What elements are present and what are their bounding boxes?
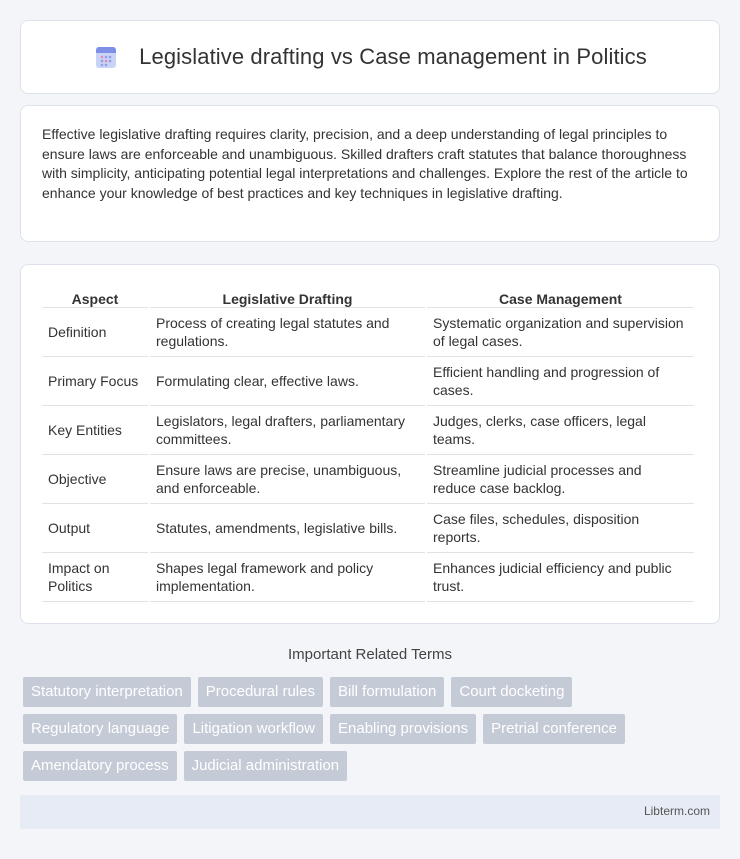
related-terms-list [23,677,723,781]
cell-aspect: Output [42,504,148,553]
cell-case: Efficient handling and progression of cases. [427,357,694,406]
tag-bill-formulation[interactable]: Bill formulation [330,677,444,707]
title-wrap [21,21,719,93]
table-row [42,406,694,455]
header-card [20,20,720,94]
table-row [42,455,694,504]
footer [20,795,720,829]
cell-legislative: Legislators, legal drafters, parliamentary committees. [150,406,425,455]
tag-amendatory-process[interactable]: Amendatory process [23,751,177,781]
cell-aspect: Key Entities [42,406,148,455]
column-header-case-management: Case Management [427,286,694,308]
cell-legislative: Process of creating legal statutes and regulations. [150,308,425,357]
cell-aspect: Impact on Politics [42,553,148,602]
table-row [42,357,694,406]
cell-case: Systematic organization and supervision of legal cases. [427,308,694,357]
cell-case: Case files, schedules, disposition reports. [427,504,694,553]
tag-judicial-administration[interactable]: Judicial administration [184,751,348,781]
table-row [42,553,694,602]
table-row [42,308,694,357]
tag-enabling-provisions[interactable]: Enabling provisions [330,714,476,744]
tag-regulatory-language[interactable]: Regulatory language [23,714,177,744]
tag-court-docketing[interactable]: Court docketing [451,677,572,707]
column-header-aspect: Aspect [42,286,148,308]
cell-legislative: Ensure laws are precise, unambiguous, and enforceable. [150,455,425,504]
cell-aspect: Primary Focus [42,357,148,406]
page-title: Legislative drafting vs Case management in Politics [139,44,647,69]
cell-case: Judges, clerks, case officers, legal teams. [427,406,694,455]
intro-paragraph: Effective legislative drafting requires clarity, precision, and a deep understanding of legal principles to ensure laws are enforceable and unambiguous. Skilled drafters craft statutes that balance thoroughness with simplicity, anticipating potential legal interpretations and challenges. Explore the rest of the article to enhance your knowledge of best practices and key techniques in legislative drafting. [42,126,688,201]
cell-case: Enhances judicial efficiency and public trust. [427,553,694,602]
cell-legislative: Statutes, amendments, legislative bills. [150,504,425,553]
cell-legislative: Shapes legal framework and policy implementation. [150,553,425,602]
tag-pretrial-conference[interactable]: Pretrial conference [483,714,625,744]
cell-legislative: Formulating clear, effective laws. [150,357,425,406]
column-header-legislative-drafting: Legislative Drafting [150,286,425,308]
table-header-row [42,286,694,308]
table-row [42,504,694,553]
comparison-table [40,286,696,602]
tag-litigation-workflow[interactable]: Litigation workflow [184,714,323,744]
intro-card [20,105,720,242]
related-terms-title: Important Related Terms [288,646,452,663]
comparison-card [20,264,720,624]
document-icon [93,44,119,70]
cell-aspect: Objective [42,455,148,504]
footer-site-link[interactable]: Libterm.com [643,804,710,818]
tag-procedural-rules[interactable]: Procedural rules [198,677,323,707]
tag-statutory-interpretation[interactable]: Statutory interpretation [23,677,191,707]
cell-case: Streamline judicial processes and reduce case backlog. [427,455,694,504]
cell-aspect: Definition [42,308,148,357]
